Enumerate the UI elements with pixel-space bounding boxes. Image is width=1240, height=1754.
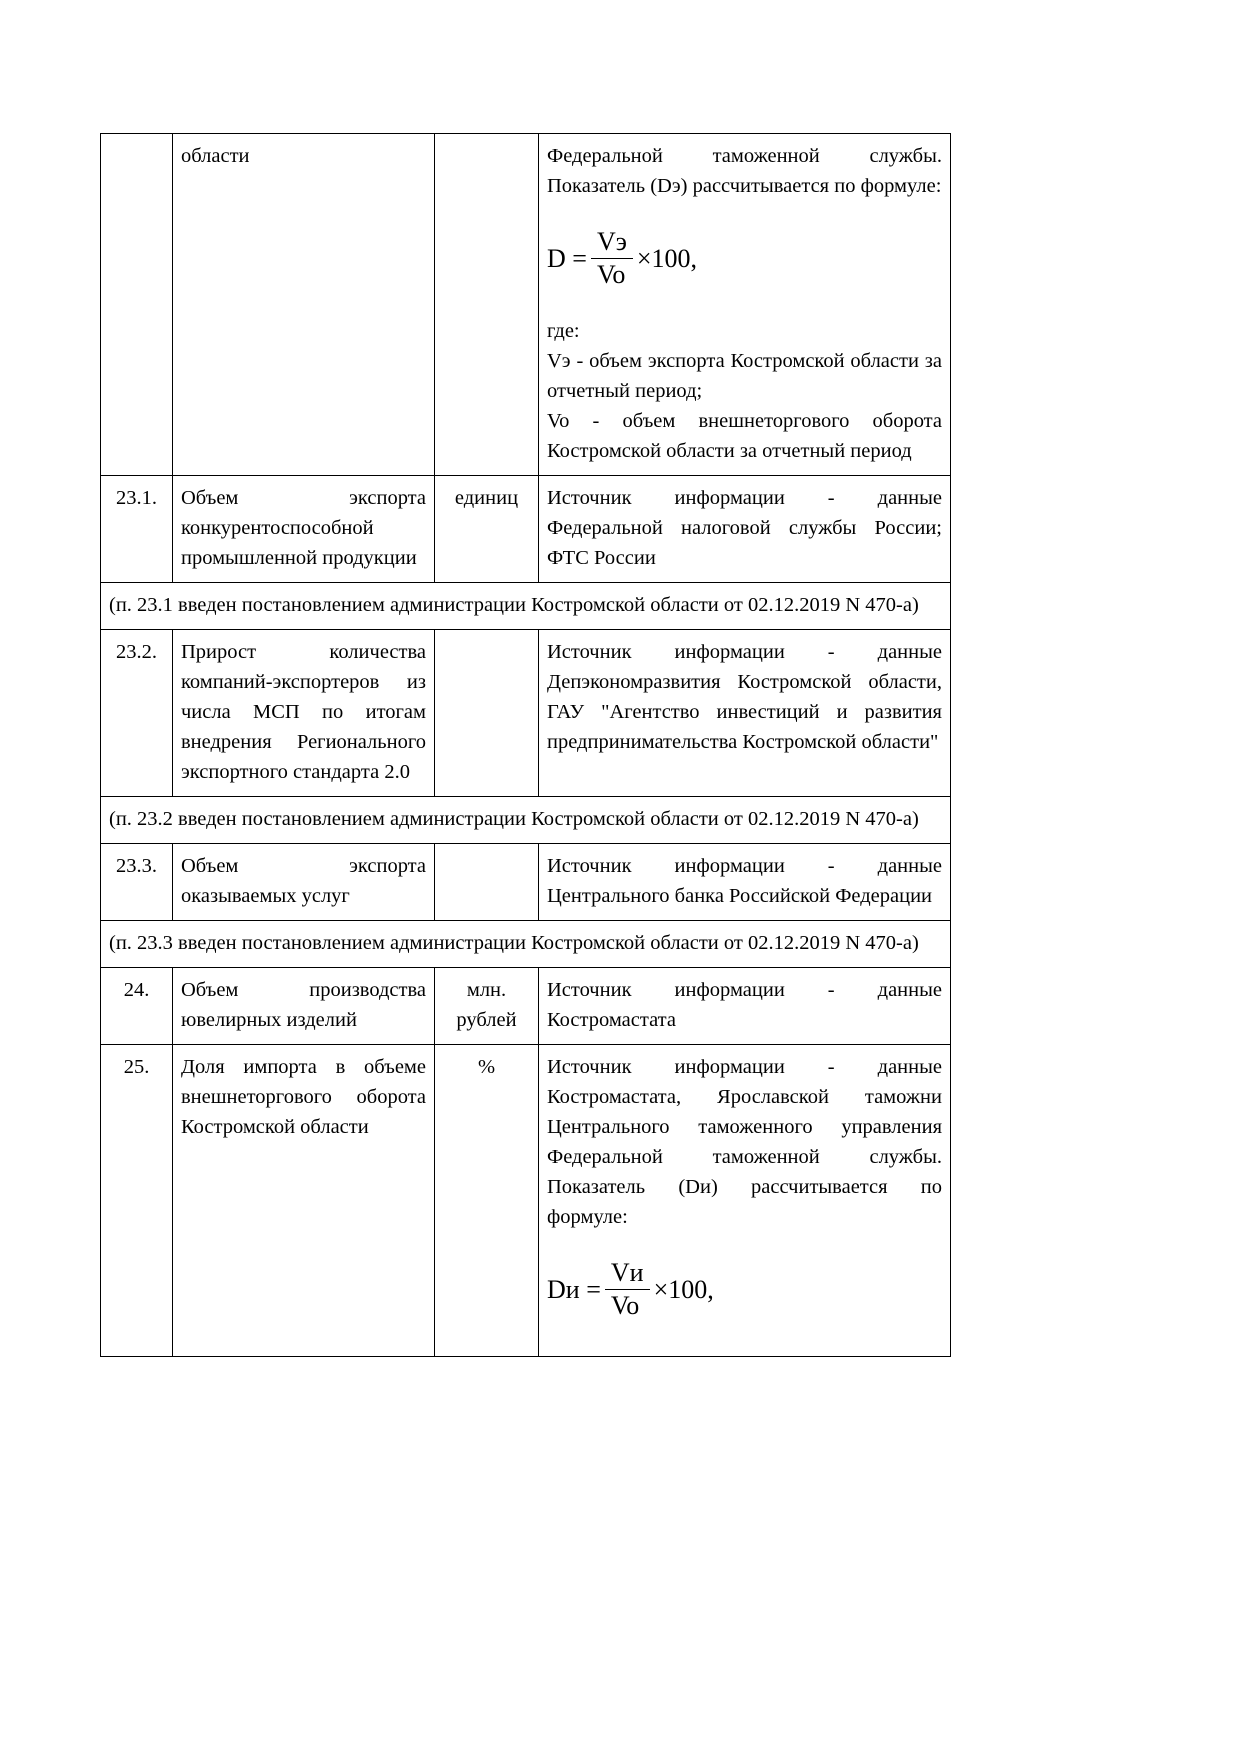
source-intro-text: Федеральной таможенной службы. Показатель (Dэ) рассчитывается по формуле: <box>547 145 942 197</box>
amendment-note-text: (п. 23.1 введен постановлением администрации Костромской области от 02.12.2019 N 470-а) <box>109 594 919 616</box>
row-unit-cell <box>435 844 539 921</box>
amendment-note-cell <box>101 921 951 968</box>
formula-import-share <box>547 1258 942 1321</box>
row-source-cell <box>539 476 951 583</box>
table-row <box>101 630 951 797</box>
row-unit-cell <box>435 630 539 797</box>
where-label: где: <box>547 320 580 342</box>
amendment-note-text: (п. 23.3 введен постановлением администрации Костромской области от 02.12.2019 N 470-а) <box>109 932 919 954</box>
table-note-row <box>101 921 951 968</box>
row-unit-cell: % <box>435 1045 539 1357</box>
formula-numerator: Vи <box>605 1258 650 1290</box>
row-source-cell <box>539 1045 951 1357</box>
row-name-cell <box>173 476 435 583</box>
row-unit-cell: единиц <box>435 476 539 583</box>
row-source-cell <box>539 630 951 797</box>
table-row <box>101 844 951 921</box>
indicators-table <box>100 133 951 1357</box>
row-number-cell: 25. <box>101 1045 173 1357</box>
table-row <box>101 968 951 1045</box>
row-number-cell: 24. <box>101 968 173 1045</box>
row-name-text: Объем экспорта конкурентоспособной промышленной продукции <box>181 487 426 569</box>
row-name-text: Объем производства ювелирных изделий <box>181 979 426 1031</box>
row-source-cell <box>539 968 951 1045</box>
formula-numerator: Vэ <box>591 227 633 259</box>
row-number-cell <box>101 134 173 476</box>
table-container <box>100 133 950 1357</box>
formula-denominator: Vo <box>610 1291 640 1320</box>
where-line-vo: Vo - объем внешнеторгового оборота Костромской области за отчетный период <box>547 410 942 462</box>
formula-fraction <box>605 1258 650 1321</box>
row-name-cell <box>173 1045 435 1357</box>
amendment-note-text: (п. 23.2 введен постановлением администрации Костромской области от 02.12.2019 N 470-а) <box>109 808 919 830</box>
row-number-cell: 23.2. <box>101 630 173 797</box>
amendment-note-cell <box>101 583 951 630</box>
row-unit-cell <box>435 134 539 476</box>
row-unit-cell: млн. рублей <box>435 968 539 1045</box>
table-row <box>101 476 951 583</box>
row-source-text: Источник информации - данные Депэкономразвития Костромской области, ГАУ "Агентство инвестиций и развития предпринимательства Костромской области" <box>547 641 942 753</box>
row-name-cell <box>173 134 435 476</box>
table-note-row <box>101 583 951 630</box>
table-note-row <box>101 797 951 844</box>
formula-export-share <box>547 227 942 290</box>
row-name-text: Доля импорта в объеме внешнеторгового оборота Костромской области <box>181 1056 426 1138</box>
row-name-cell <box>173 630 435 797</box>
formula-lhs: Dи = <box>547 1274 601 1304</box>
row-name-cell <box>173 968 435 1045</box>
formula-fraction <box>591 227 633 290</box>
formula-rhs: ×100, <box>636 243 698 273</box>
row-name-text: Прирост количества компаний-экспортеров из числа МСП по итогам внедрения Регионального экспортного стандарта 2.0 <box>181 641 426 783</box>
row-name-text: области <box>181 145 250 167</box>
row-source-text: Источник информации - данные Центрального банка Российской Федерации <box>547 855 942 907</box>
row-source-cell <box>539 134 951 476</box>
source-intro-text: Источник информации - данные Костромастата, Ярославской таможни Центрального таможенного управления Федеральной таможенной службы. Показатель (Dи) рассчитывается по формуле: <box>547 1056 942 1228</box>
row-source-cell <box>539 844 951 921</box>
table-row <box>101 1045 951 1357</box>
formula-denominator: Vo <box>596 260 626 289</box>
row-name-text: Объем экспорта оказываемых услуг <box>181 855 426 907</box>
formula-rhs: ×100, <box>653 1274 714 1304</box>
table-row <box>101 134 951 476</box>
row-source-text: Источник информации - данные Федеральной налоговой службы России; ФТС России <box>547 487 942 569</box>
amendment-note-cell <box>101 797 951 844</box>
formula-lhs: D = <box>547 243 587 273</box>
row-source-text: Источник информации - данные Костромастата <box>547 979 942 1031</box>
row-name-cell <box>173 844 435 921</box>
row-number-cell: 23.1. <box>101 476 173 583</box>
row-number-cell: 23.3. <box>101 844 173 921</box>
where-line-ve: Vэ - объем экспорта Костромской области за отчетный период; <box>547 350 942 402</box>
